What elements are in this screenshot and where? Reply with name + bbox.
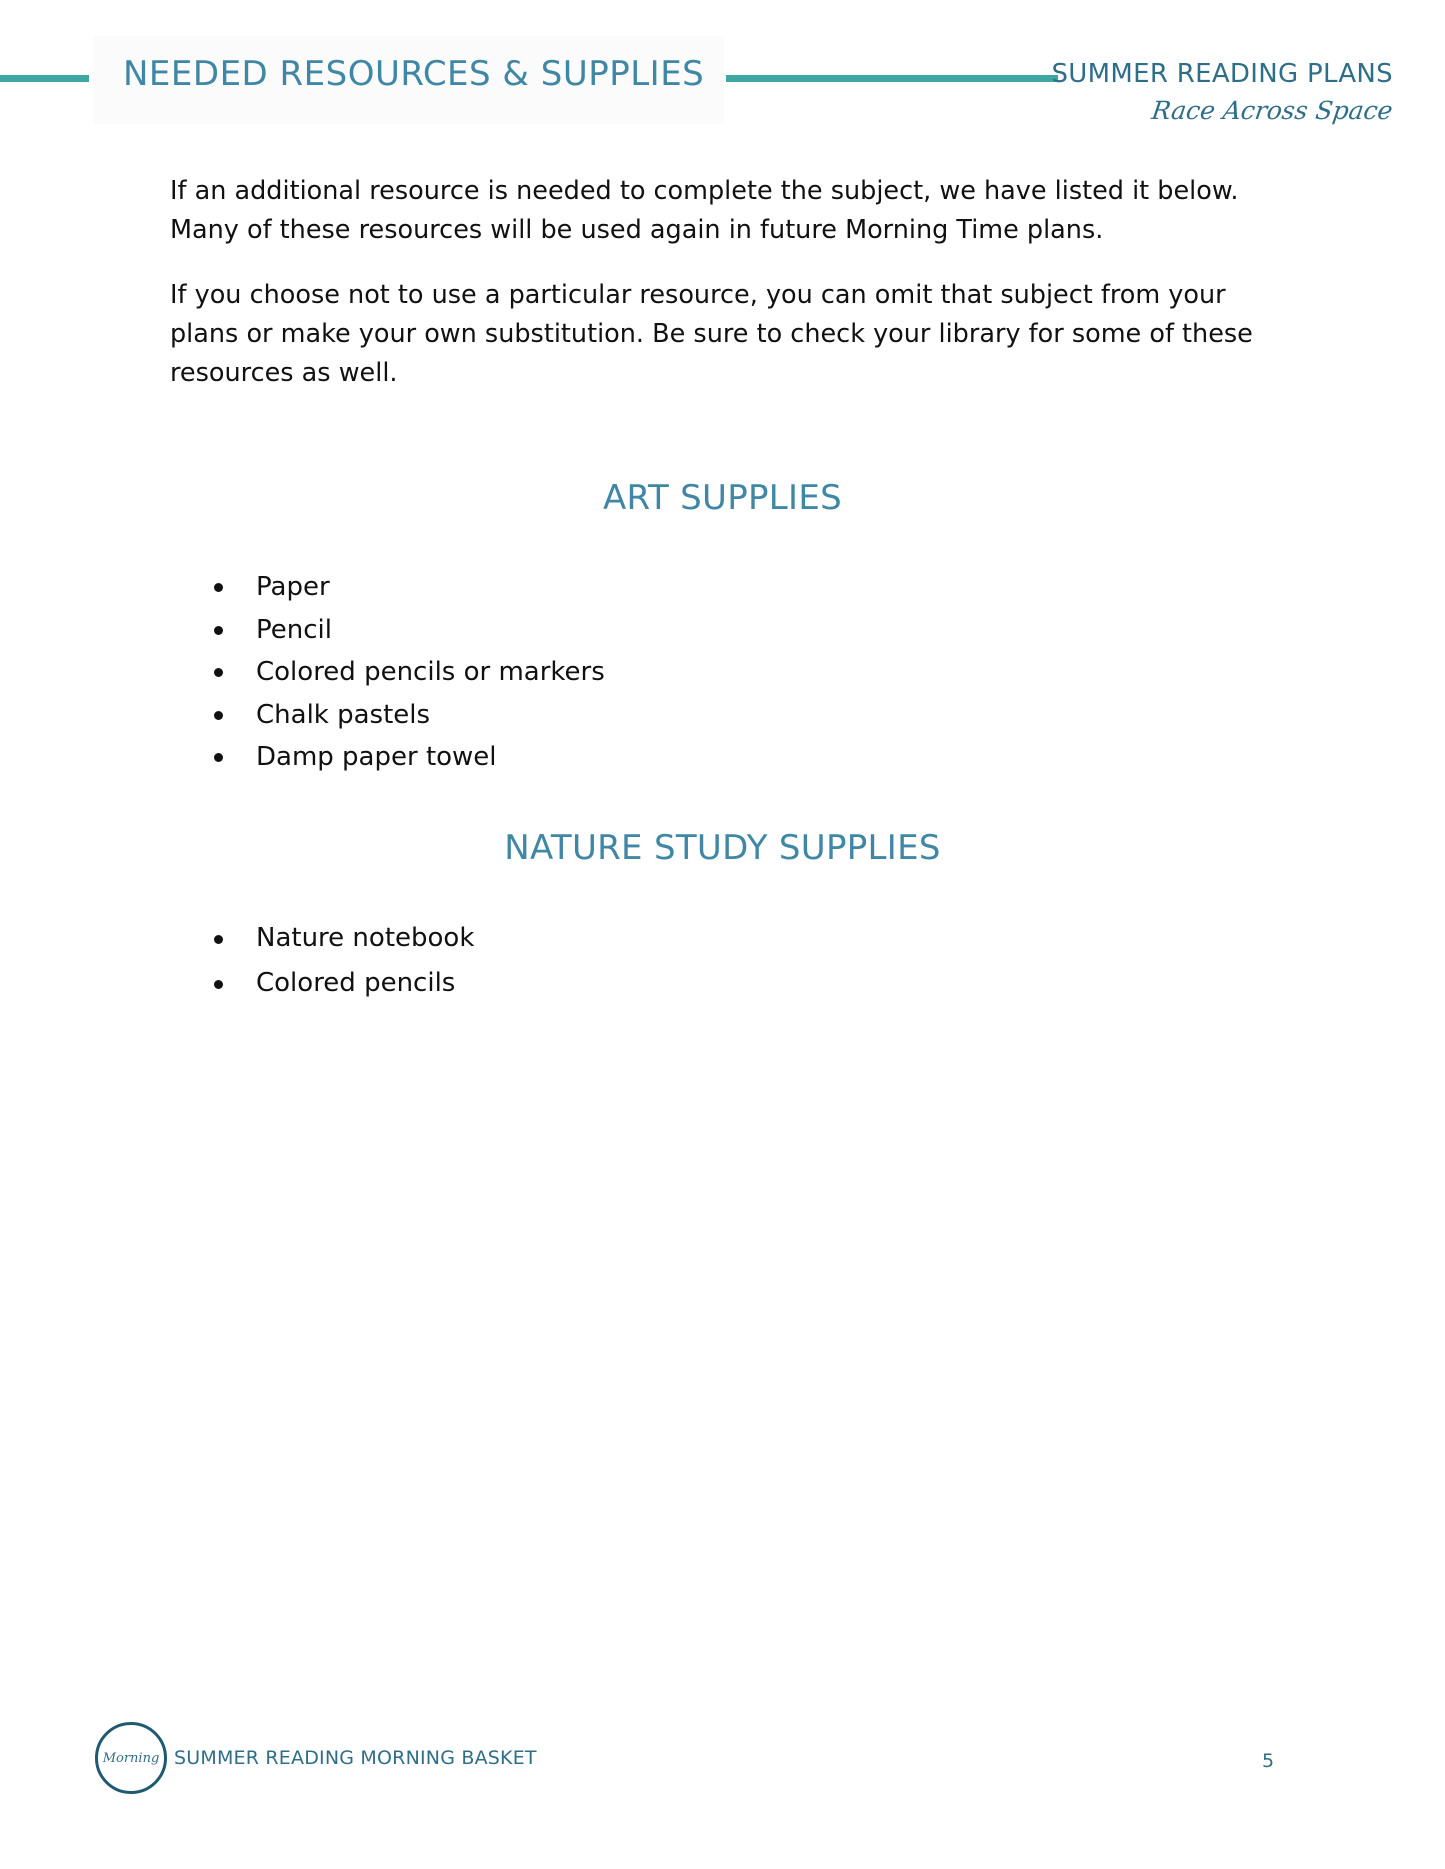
nature-study-supplies-list	[214, 916, 474, 1006]
list-item-label: Damp paper towel	[256, 742, 497, 772]
list-item	[214, 609, 605, 652]
intro-paragraph: If you choose not to use a particular resource, you can omit that subject from your plans or make your own substitution. Be sure to check your library for some of these resources as well.	[170, 280, 1253, 388]
logo-wordmark: Morning	[102, 1750, 160, 1766]
header-rule-left	[0, 75, 89, 82]
list-item-label: Pencil	[256, 614, 332, 645]
page-title: NEEDED RESOURCES & SUPPLIES	[123, 54, 705, 94]
list-item	[214, 694, 605, 737]
section-heading-art-supplies: ART SUPPLIES	[602, 478, 843, 518]
section-heading-nature-study-supplies: NATURE STUDY SUPPLIES	[504, 828, 941, 868]
list-item	[214, 736, 605, 779]
list-item	[214, 961, 474, 1006]
list-item	[214, 566, 605, 609]
list-item-label: Nature notebook	[256, 923, 475, 953]
art-supplies-list	[214, 566, 605, 779]
bullet-icon	[214, 980, 223, 989]
bullet-icon	[214, 668, 223, 677]
list-item-label: Chalk pastels	[256, 699, 431, 730]
bullet-icon	[214, 583, 223, 592]
series-title: SUMMER READING PLANS	[1051, 59, 1393, 89]
header-title-box	[94, 36, 724, 124]
bullet-icon	[214, 626, 223, 635]
bullet-icon	[214, 753, 223, 762]
list-item-label: Colored pencils or markers	[256, 657, 605, 687]
bullet-icon	[214, 711, 223, 720]
intro-paragraph: If an additional resource is needed to complete the subject, we have listed it below. Many of these resources will be used again in future Morning Time plans.	[170, 176, 1239, 245]
page-number: 5	[1262, 1750, 1275, 1772]
list-item	[214, 916, 474, 961]
list-item-label: Colored pencils	[256, 968, 456, 998]
header-rule-middle	[726, 75, 1058, 82]
brand-logo	[95, 1722, 167, 1794]
list-item-label: Paper	[256, 572, 330, 602]
footer-title: SUMMER READING MORNING BASKET	[174, 1747, 537, 1769]
series-subtitle: Race Across Space	[1150, 96, 1396, 125]
list-item	[214, 651, 605, 694]
intro-text	[170, 172, 1280, 419]
bullet-icon	[214, 935, 223, 944]
